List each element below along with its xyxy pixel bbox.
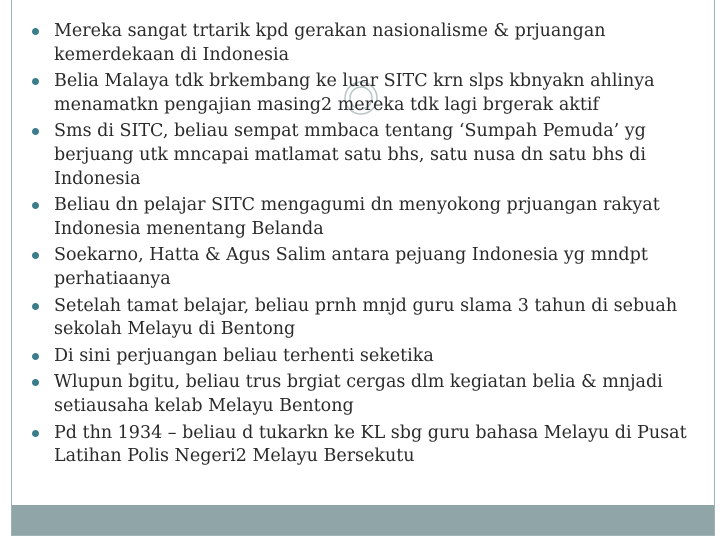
list-item xyxy=(30,244,690,291)
bullet-dot-icon xyxy=(32,78,39,85)
bullet-text: Wlupun bgitu, beliau trus brgiat cergas dlm kegiatan belia & mnjadi setiausaha kelab Melayu Bentong xyxy=(54,372,663,416)
list-item xyxy=(30,371,690,418)
bullet-text: Soekarno, Hatta & Agus Salim antara pejuang Indonesia yg mndpt perhatiaanya xyxy=(54,245,648,289)
list-item xyxy=(30,194,690,241)
bullet-text: Di sini perjuangan beliau terhenti seketika xyxy=(54,345,434,366)
list-item xyxy=(30,20,690,67)
bullet-text: Belia Malaya tdk brkembang ke luar SITC krn slps kbnyakn ahlinya menamatkn pengajian masing2 mereka tdk lagi brgerak aktif xyxy=(54,71,655,115)
bullet-text: Mereka sangat trtarik kpd gerakan nasionalisme & prjuangan kemerdekaan di Indonesia xyxy=(54,21,606,65)
list-item xyxy=(30,120,690,191)
list-item xyxy=(30,345,690,369)
bullet-text: Beliau dn pelajar SITC mengagumi dn menyokong prjuangan rakyat Indonesia menentang Belanda xyxy=(54,195,660,239)
bullet-dot-icon xyxy=(32,28,39,35)
bullet-dot-icon xyxy=(32,252,39,259)
bullet-dot-icon xyxy=(32,202,39,209)
list-item xyxy=(30,295,690,342)
bullet-dot-icon xyxy=(32,430,39,437)
bullet-dot-icon xyxy=(32,379,39,386)
bullet-text: Pd thn 1934 – beliau d tukarkn ke KL sbg guru bahasa Melayu di Pusat Latihan Polis Negeri2 Melayu Bersekutu xyxy=(54,422,687,467)
footer-band xyxy=(12,505,714,535)
bullet-text: Setelah tamat belajar, beliau prnh mnjd guru slama 3 tahun di sebuah sekolah Melayu di Bentong xyxy=(54,295,678,340)
list-item xyxy=(30,70,690,117)
list-item xyxy=(30,422,690,469)
bullet-text: Sms di SITC, beliau sempat mmbaca tentang ‘Sumpah Pemuda’ yg berjuang utk mncapai matlamat satu bhs, satu nusa dn satu bhs di Indonesia xyxy=(54,121,646,189)
bullet-dot-icon xyxy=(32,353,39,360)
bullet-list xyxy=(30,20,690,472)
bullet-dot-icon xyxy=(32,128,39,135)
bullet-dot-icon xyxy=(32,303,39,310)
